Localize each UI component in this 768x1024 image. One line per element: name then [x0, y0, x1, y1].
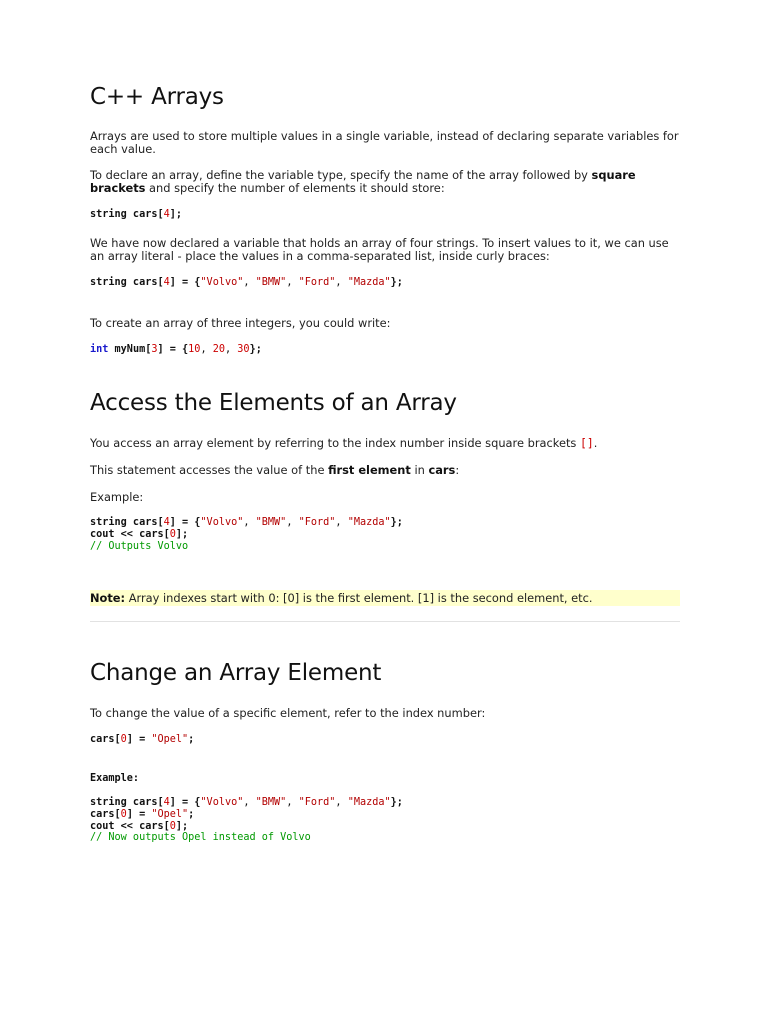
code-text: };: [249, 344, 262, 355]
note-label: Note:: [90, 591, 126, 605]
code-string: "BMW": [255, 797, 287, 808]
statement-paragraph: [90, 464, 680, 477]
code-number: 4: [163, 797, 170, 808]
integers-paragraph: To create an array of three integers, you could write:: [90, 316, 391, 330]
declare-paragraph: [90, 169, 680, 195]
code-string: "Ford": [298, 797, 336, 808]
note-box: [90, 590, 680, 606]
code-separator: ,: [286, 277, 299, 288]
code-block-declare: [90, 209, 182, 221]
code-separator: ,: [286, 517, 299, 528]
code-string: "Opel": [151, 808, 189, 820]
code-keyword: int: [90, 344, 109, 355]
example-label-bold: Example:: [90, 773, 140, 784]
access-paragraph-text-b: .: [593, 436, 598, 450]
inline-code-brackets: []: [579, 436, 594, 450]
code-string: "Mazda": [347, 797, 391, 808]
code-block-access: [90, 517, 403, 552]
code-number: 4: [163, 277, 170, 288]
statement-text-a: This statement accesses the value of the: [90, 463, 329, 477]
code-text: ];: [169, 209, 183, 220]
code-text: string cars[: [90, 797, 164, 808]
statement-text-b: in: [410, 463, 429, 477]
declare-paragraph-text-b: and specify the number of elements it should store:: [145, 181, 445, 195]
code-separator: ,: [286, 797, 299, 808]
code-string: "Volvo": [200, 517, 244, 528]
code-text: ] = {: [169, 517, 201, 528]
declare-paragraph-bold: square brackets: [90, 168, 636, 195]
code-string: "Ford": [298, 517, 336, 528]
code-text: ;: [188, 808, 195, 820]
code-text: ];: [175, 820, 189, 832]
code-comment: // Outputs Volvo: [90, 540, 189, 552]
code-text: cout << cars[: [90, 528, 170, 540]
code-string: "Volvo": [200, 277, 244, 288]
code-block-integers: [90, 344, 262, 356]
code-text: ] =: [126, 734, 152, 745]
code-text: string cars[: [90, 517, 164, 528]
array-literal-paragraph: We have now declared a variable that holds an array of four strings. To insert values to it, we can use an array literal - place the values in a comma-separated list, inside curly braces:: [90, 236, 669, 263]
code-text: ];: [175, 528, 189, 540]
code-text: };: [390, 797, 403, 808]
code-separator: ,: [243, 517, 256, 528]
code-number: 10: [188, 344, 201, 355]
section-title-cpp-arrays: C++ Arrays: [90, 84, 224, 110]
code-number: 0: [120, 734, 127, 745]
code-number: 30: [237, 344, 250, 355]
code-string: "Mazda": [347, 277, 391, 288]
statement-bold-first-element: first element: [328, 463, 411, 477]
code-string: "BMW": [255, 517, 287, 528]
code-text: cars[: [90, 808, 121, 820]
code-number: 20: [212, 344, 225, 355]
code-text: myNum[: [108, 344, 152, 355]
code-text: string cars[: [90, 209, 164, 220]
code-number: 0: [169, 820, 176, 832]
code-block-array-literal: [90, 277, 403, 289]
statement-bold-cars: cars: [428, 463, 456, 477]
intro-paragraph: Arrays are used to store multiple values in a single variable, instead of declaring separate variables for each value.: [90, 129, 679, 156]
code-number: 0: [120, 808, 127, 820]
code-number: 4: [163, 209, 170, 220]
code-text: ] = {: [169, 277, 201, 288]
code-block-change-example: [90, 797, 403, 844]
code-text: ] = {: [157, 344, 189, 355]
code-block-change: [90, 734, 194, 746]
code-comment: // Now outputs Opel instead of Volvo: [90, 832, 311, 844]
code-number: 0: [169, 528, 176, 540]
code-text: ;: [188, 734, 195, 745]
section-title-access-elements: Access the Elements of an Array: [90, 390, 457, 416]
code-string: "Mazda": [347, 517, 391, 528]
code-text: };: [390, 517, 403, 528]
code-separator: ,: [225, 344, 238, 355]
code-separator: ,: [335, 517, 348, 528]
statement-text-c: :: [455, 463, 460, 477]
change-paragraph: To change the value of a specific element, refer to the index number:: [90, 706, 486, 720]
code-text: ] =: [126, 808, 152, 820]
code-separator: ,: [200, 344, 213, 355]
code-text: string cars[: [90, 277, 164, 288]
section-divider: [90, 621, 680, 622]
code-separator: ,: [335, 797, 348, 808]
example-label: Example:: [90, 490, 144, 504]
code-text: };: [390, 277, 403, 288]
code-string: "Ford": [298, 277, 336, 288]
code-text: cars[: [90, 734, 121, 745]
code-separator: ,: [335, 277, 348, 288]
declare-paragraph-text-a: To declare an array, define the variable type, specify the name of the array followed by: [90, 168, 592, 182]
code-number: 4: [163, 517, 170, 528]
section-title-change-element: Change an Array Element: [90, 660, 382, 686]
code-separator: ,: [243, 797, 256, 808]
code-separator: ,: [243, 277, 256, 288]
access-paragraph: [90, 437, 680, 450]
code-text: ] = {: [169, 797, 201, 808]
access-paragraph-text-a: You access an array element by referring to the index number inside square brackets: [90, 436, 580, 450]
code-number: 3: [151, 344, 158, 355]
note-text: Array indexes start with 0: [0] is the first element. [1] is the second element, etc.: [125, 591, 593, 605]
code-text: cout << cars[: [90, 820, 170, 832]
code-string: "Opel": [151, 734, 189, 745]
code-string: "Volvo": [200, 797, 244, 808]
code-string: "BMW": [255, 277, 287, 288]
